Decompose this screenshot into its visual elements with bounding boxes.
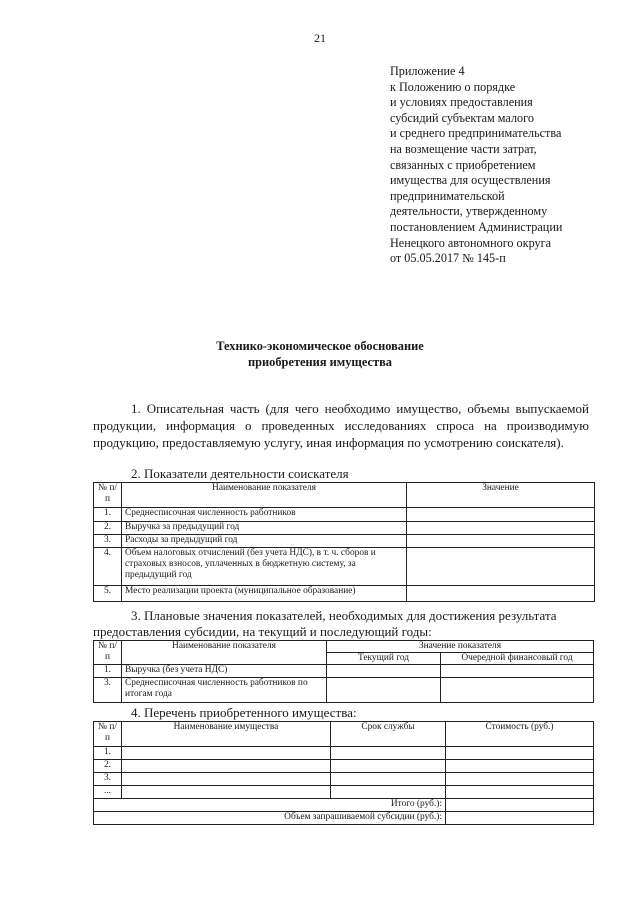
table-row: [94, 760, 594, 773]
service-term-cell[interactable]: [331, 747, 446, 760]
appendix-line: к Положению о порядке: [390, 79, 516, 94]
appendix-line: на возмещение части затрат,: [390, 141, 537, 156]
table-row: [94, 665, 594, 678]
section-3-heading-line1: 3. Плановые значения показателей, необходимых для достижения результата: [131, 608, 557, 623]
title-line: Технико-экономическое обоснование: [216, 339, 424, 353]
total-label: Итого (руб.):: [94, 799, 446, 812]
section-4-heading: 4. Перечень приобретенного имущества:: [131, 705, 357, 720]
property-name-cell[interactable]: [122, 786, 331, 799]
row-number: 3.: [94, 678, 122, 703]
cost-cell[interactable]: [446, 760, 594, 773]
indicator-value-cell[interactable]: [407, 508, 595, 522]
appendix-line: Приложение 4: [390, 64, 465, 78]
current-year-cell[interactable]: [327, 665, 441, 678]
col-num-header: № п/п: [94, 483, 122, 508]
appendix-line: связанных с приобретением: [390, 157, 536, 172]
row-number: 5.: [94, 586, 122, 602]
row-number: 1.: [94, 747, 122, 760]
next-year-cell[interactable]: [441, 665, 594, 678]
section-1-description: [93, 400, 589, 451]
indicator-name: Выручка (без учета НДС): [122, 665, 327, 678]
indicator-name: Место реализации проекта (муниципальное образование): [122, 586, 407, 602]
table-row: [94, 586, 595, 602]
indicator-name: Расходы за предыдущий год: [122, 535, 407, 548]
indicator-name: Среднесписочная численность работников по итогам года: [122, 678, 327, 703]
property-name-cell[interactable]: [122, 747, 331, 760]
table-row: [94, 786, 594, 799]
property-name-cell[interactable]: [122, 773, 331, 786]
indicator-value-cell[interactable]: [407, 522, 595, 535]
table-row: [94, 522, 595, 535]
activity-indicators-table: [93, 482, 595, 602]
col-cost-header: Стоимость (руб.): [446, 722, 594, 747]
service-term-cell[interactable]: [331, 773, 446, 786]
table-row: [94, 678, 594, 703]
current-year-cell[interactable]: [327, 678, 441, 703]
appendix-line: имущества для осуществления: [390, 173, 551, 188]
cost-cell[interactable]: [446, 786, 594, 799]
total-value-cell[interactable]: [446, 799, 594, 812]
table-row: [94, 535, 595, 548]
title-line: приобретения имущества: [248, 355, 392, 369]
row-number: 3.: [94, 535, 122, 548]
appendix-header: [390, 64, 630, 267]
indicator-value-cell[interactable]: [407, 586, 595, 602]
table-row: [94, 508, 595, 522]
page-number: 21: [314, 31, 326, 45]
subsidy-row: [94, 812, 594, 825]
cost-cell[interactable]: [446, 773, 594, 786]
table-row: [94, 747, 594, 760]
appendix-line: от 05.05.2017 № 145-п: [390, 251, 506, 266]
section-3-heading-line2: предоставления субсидии, на текущий и последующий годы:: [93, 624, 432, 639]
col-current-year-header: Текущий год: [327, 653, 441, 665]
section-2-heading: 2. Показатели деятельности соискателя: [131, 466, 349, 481]
row-number: 3.: [94, 773, 122, 786]
col-num-header: № п/п: [94, 641, 122, 665]
table-row: [94, 548, 595, 586]
service-term-cell[interactable]: [331, 786, 446, 799]
col-term-header: Срок службы: [331, 722, 446, 747]
table-header-row: [94, 483, 595, 508]
col-value-header: Значение: [407, 483, 595, 508]
col-name-header: Наименование показателя: [122, 483, 407, 508]
indicator-value-cell[interactable]: [407, 535, 595, 548]
row-number: 1.: [94, 665, 122, 678]
col-name-header: Наименование показателя: [122, 641, 327, 665]
row-number: ...: [94, 786, 122, 799]
row-number: 1.: [94, 508, 122, 522]
indicator-value-cell[interactable]: [407, 548, 595, 586]
appendix-line: и условиях предоставления: [390, 95, 533, 110]
indicator-name: Выручка за предыдущий год: [122, 522, 407, 535]
appendix-line: субсидий субъектам малого: [390, 110, 534, 125]
appendix-line: постановлением Администрации: [390, 219, 563, 234]
next-year-cell[interactable]: [441, 678, 594, 703]
indicator-name: Объем налоговых отчислений (без учета НДС), в т. ч. сборов и страховых взносов, уплаченных в бюджетную систему, за предыдущий год: [122, 548, 407, 586]
appendix-line: и среднего предпринимательства: [390, 126, 562, 141]
table-header-row: [94, 641, 594, 653]
col-num-header: № п/п: [94, 722, 122, 747]
row-number: 2.: [94, 522, 122, 535]
row-number: 2.: [94, 760, 122, 773]
cost-cell[interactable]: [446, 747, 594, 760]
appendix-line: деятельности, утвержденному: [390, 204, 548, 219]
property-list-table: [93, 721, 594, 825]
total-row: [94, 799, 594, 812]
indicator-name: Среднесписочная численность работников: [122, 508, 407, 522]
col-next-year-header: Очередной финансовый год: [441, 653, 594, 665]
table-header-row: [94, 722, 594, 747]
col-name-header: Наименование имущества: [122, 722, 331, 747]
subsidy-label: Объем запрашиваемой субсидии (руб.):: [94, 812, 446, 825]
service-term-cell[interactable]: [331, 760, 446, 773]
col-value-header: Значение показателя: [327, 641, 594, 653]
table-row: [94, 773, 594, 786]
subsidy-value-cell[interactable]: [446, 812, 594, 825]
appendix-line: Ненецкого автономного округа: [390, 235, 552, 250]
property-name-cell[interactable]: [122, 760, 331, 773]
appendix-line: предпринимательской: [390, 188, 505, 203]
planned-indicators-table: [93, 640, 594, 703]
document-title: [0, 338, 640, 370]
section-1-text: 1. Описательная часть (для чего необходимо имущество, объемы выпускаемой продукции, информация о проведенных исследованиях спроса на производимую продукцию, предоставляемую услугу, иная информация по усмотрению соискателя).: [93, 401, 589, 450]
row-number: 4.: [94, 548, 122, 586]
